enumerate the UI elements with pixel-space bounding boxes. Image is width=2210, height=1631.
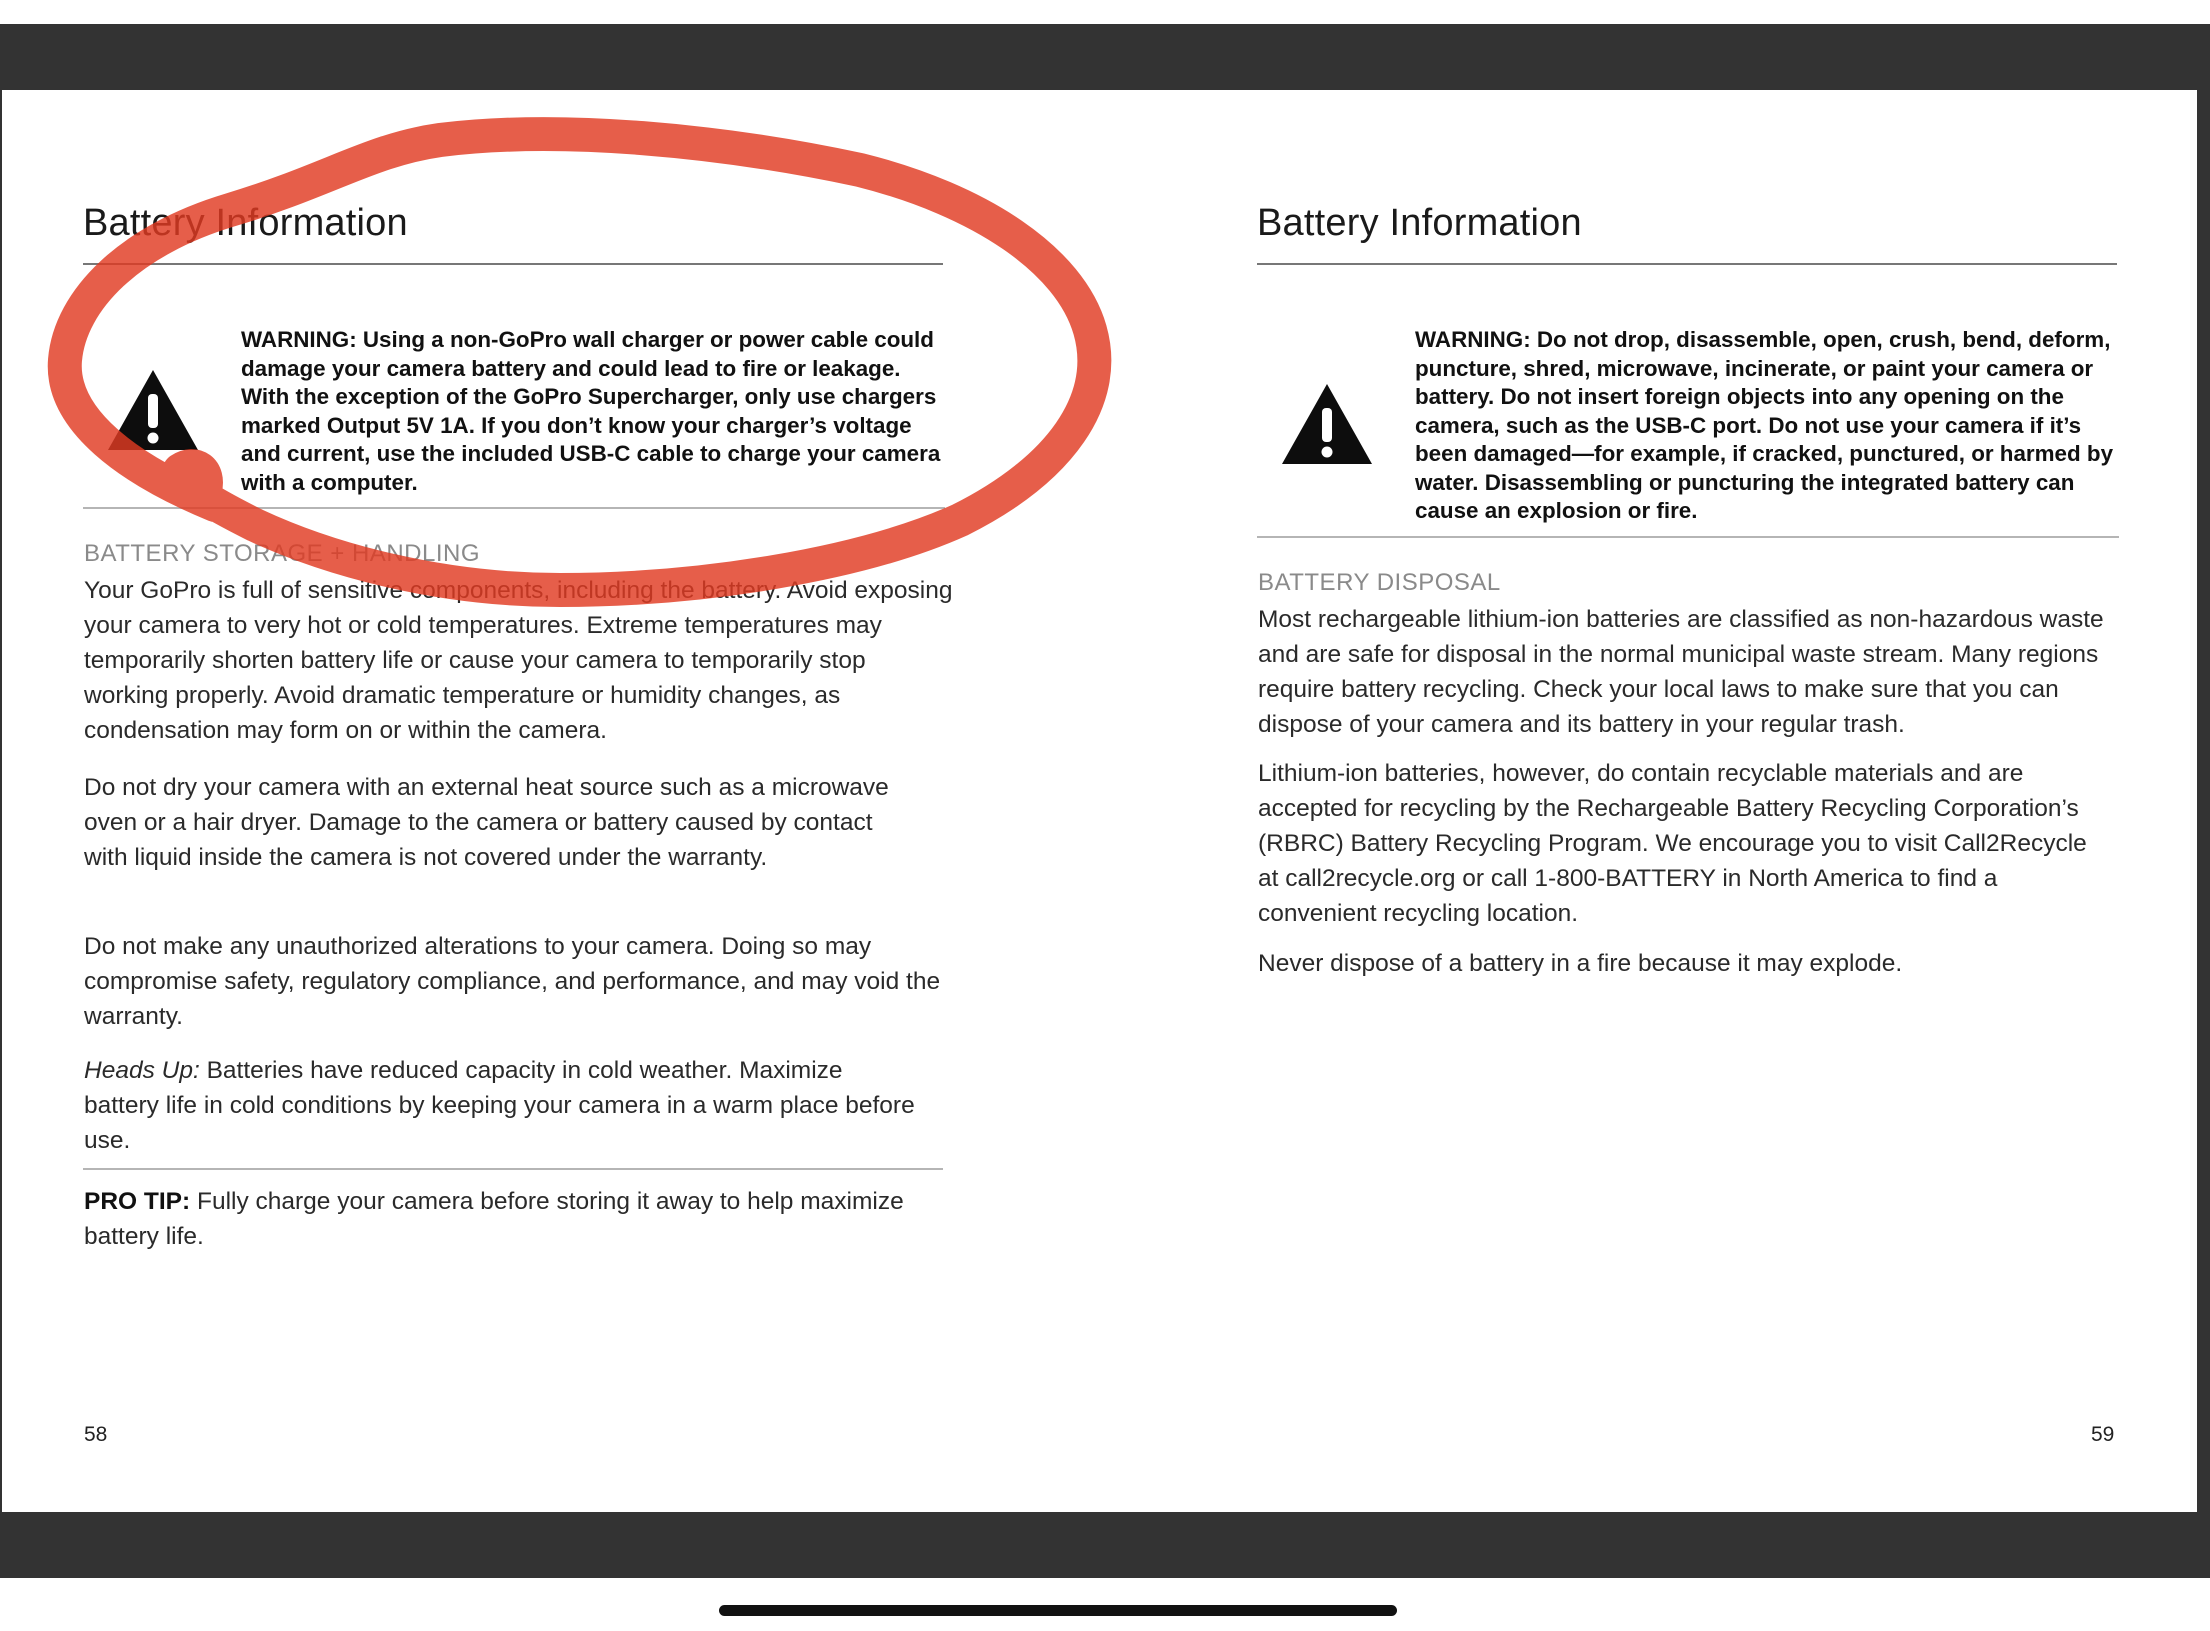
page-number: 58 [84, 1423, 108, 1446]
viewer-bottom-bar [0, 1512, 2210, 1578]
heads-up-text: Batteries have reduced capacity in cold weather. Maximize battery life in cold conditions by keeping your camera in a warm place before use. [84, 1057, 915, 1154]
body-paragraph: Do not dry your camera with an external heat source such as a microwave oven or a hair dryer. Damage to the camera or battery caused by contact with liquid inside the camera is not covered under the warranty. [84, 774, 889, 871]
heads-up-paragraph [84, 1053, 924, 1158]
body-paragraph: Do not make any unauthorized alterations to your camera. Doing so may compromise safety, regulatory compliance, and performance, and may void the warranty. [84, 933, 941, 1030]
pro-tip-rule [83, 1168, 943, 1170]
viewer-right-edge [2197, 90, 2210, 1512]
home-indicator[interactable] [719, 1605, 1397, 1616]
pro-tip-label: PRO TIP: [84, 1188, 191, 1215]
heading-rule [83, 263, 943, 265]
warning-rule [83, 507, 945, 509]
heads-up-label: Heads Up: [84, 1057, 200, 1084]
warning-rule [1257, 536, 2119, 538]
page-number: 59 [2091, 1423, 2115, 1446]
warning-text: WARNING: Do not drop, disassemble, open, crush, bend, deform, puncture, shred, microwave, incinerate, or paint your camera or battery. Do not insert foreign objects into any opening on the camera, such as the USB-C port. Do not use your camera if it’s been damaged—for example, if cracked, punctured, or harmed by water. Disassembling or puncturing the integrated battery can cause an explosion or fire. [1415, 327, 2114, 523]
body-paragraph: Your GoPro is full of sensitive components, including the battery. Avoid exposing your camera to very hot or cold temperatures. Extreme temperatures may temporarily shorten battery life or cause your camera to temporarily stop working properly. Avoid dramatic temperature or humidity changes, as condensation may form on or within the camera. [84, 577, 953, 744]
pro-tip-paragraph [84, 1184, 904, 1254]
warning-triangle-icon [106, 368, 200, 452]
page-heading: Battery Information [83, 202, 408, 244]
warning-triangle-icon [1280, 382, 1374, 466]
page-59 [1105, 90, 2197, 1512]
viewer-top-bar [0, 24, 2210, 90]
section-label: BATTERY DISPOSAL [1258, 569, 1501, 596]
page-58 [0, 90, 1105, 1512]
body-paragraph: Never dispose of a battery in a fire because it may explode. [1258, 950, 1903, 977]
top-margin [0, 0, 2210, 24]
warning-text: WARNING: Using a non-GoPro wall charger or power cable could damage your camera battery and could lead to fire or leakage. With the exception of the GoPro Supercharger, only use chargers marked Output 5V 1A. If you don’t know your charger’s voltage and current, use the included USB-C cable to charge your camera with a computer. [241, 327, 941, 495]
section-label: BATTERY STORAGE + HANDLING [84, 540, 480, 567]
heading-rule [1257, 263, 2117, 265]
body-paragraph: Lithium-ion batteries, however, do contain recyclable materials and are accepted for recycling by the Rechargeable Battery Recycling Corporation’s (RBRC) Battery Recycling Program. We encourage you to visit Call2Recycle at call2recycle.org or call 1-800-BATTERY in North America to find a convenient recycling location. [1258, 760, 2087, 927]
page-heading: Battery Information [1257, 202, 1582, 244]
body-paragraph: Most rechargeable lithium-ion batteries are classified as non-hazardous waste and are safe for disposal in the normal municipal waste stream. Many regions require battery recycling. Check your local laws to make sure that you can dispose of your camera and its battery in your regular trash. [1258, 606, 2104, 738]
pro-tip-text: Fully charge your camera before storing it away to help maximize battery life. [84, 1188, 904, 1250]
